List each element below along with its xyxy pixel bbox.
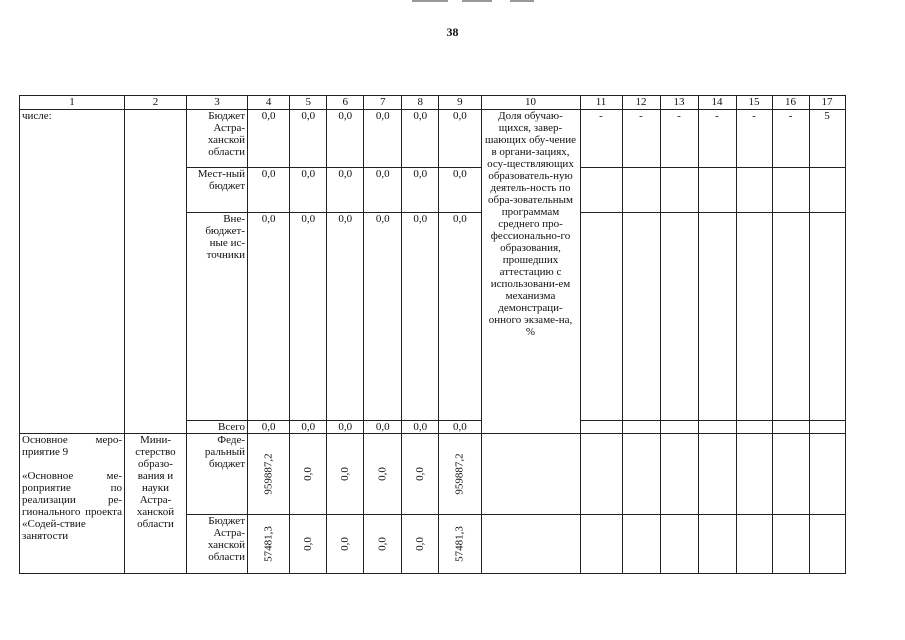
value-cell: 0,0 xyxy=(248,168,290,213)
value-cell xyxy=(327,515,364,574)
empty-cell xyxy=(660,168,698,213)
source-cell: Бюджет Астра-ханской области xyxy=(187,515,248,574)
value-cell xyxy=(402,515,439,574)
value-cell: 0,0 xyxy=(327,168,364,213)
value-text: 0,0 xyxy=(376,467,389,481)
value-cell: 0,0 xyxy=(364,421,402,434)
col-header: 7 xyxy=(364,96,402,110)
target-cell: - xyxy=(660,110,698,168)
measure-title: Основное меро-приятие 9 xyxy=(22,434,122,458)
value-cell: 0,0 xyxy=(327,421,364,434)
col-header: 2 xyxy=(125,96,187,110)
empty-cell xyxy=(698,434,736,515)
empty-cell xyxy=(736,421,772,434)
header-row xyxy=(20,96,846,110)
value-text: 0,0 xyxy=(376,537,389,551)
col-header: 6 xyxy=(327,96,364,110)
table-row xyxy=(20,434,846,515)
empty-cell xyxy=(809,168,845,213)
value-text: 0,0 xyxy=(302,467,315,481)
empty-cell xyxy=(736,213,772,421)
value-cell: 0,0 xyxy=(290,110,327,168)
empty-cell xyxy=(622,515,660,574)
value-cell xyxy=(364,434,402,515)
source-cell: Всего xyxy=(187,421,248,434)
measure-description: «Основное ме-роприятие по реализации ре-гионального проекта «Содей-ствие занятости xyxy=(22,470,122,542)
col-header: 8 xyxy=(402,96,439,110)
col-header: 17 xyxy=(809,96,845,110)
col-header: 1 xyxy=(20,96,125,110)
empty-cell xyxy=(660,515,698,574)
page-number: 38 xyxy=(446,25,459,39)
value-cell xyxy=(364,515,402,574)
empty-cell xyxy=(622,434,660,515)
empty-cell xyxy=(772,168,809,213)
value-text: 0,0 xyxy=(414,537,427,551)
value-cell: 0,0 xyxy=(290,213,327,421)
value-cell xyxy=(290,434,327,515)
target-cell: - xyxy=(622,110,660,168)
value-cell xyxy=(327,434,364,515)
value-cell: 0,0 xyxy=(402,421,439,434)
value-text: 57481,3 xyxy=(262,526,275,562)
value-cell: 0,0 xyxy=(290,421,327,434)
value-text: 959887,2 xyxy=(262,453,275,495)
scan-marks xyxy=(0,0,905,4)
col-header: 3 xyxy=(187,96,248,110)
empty-cell xyxy=(809,515,845,574)
executor-cell: Мини-стерство образо-вания и науки Астра-ханской области xyxy=(125,434,187,574)
col-header: 10 xyxy=(481,96,580,110)
empty-cell xyxy=(698,515,736,574)
source-cell: Мест-ный бюджет xyxy=(187,168,248,213)
empty-cell xyxy=(660,421,698,434)
empty-cell xyxy=(580,213,622,421)
measure-cell xyxy=(20,434,125,574)
col-header: 14 xyxy=(698,96,736,110)
empty-cell xyxy=(481,515,580,574)
col-header: 12 xyxy=(622,96,660,110)
empty-cell xyxy=(772,434,809,515)
value-cell: 0,0 xyxy=(290,168,327,213)
empty-cell xyxy=(772,515,809,574)
value-cell: 0,0 xyxy=(439,421,481,434)
value-cell: 0,0 xyxy=(439,213,481,421)
measure-cell: числе: xyxy=(20,110,125,434)
empty-cell xyxy=(736,515,772,574)
value-text: 0,0 xyxy=(302,537,315,551)
empty-cell xyxy=(580,434,622,515)
value-cell: 0,0 xyxy=(248,213,290,421)
empty-cell xyxy=(580,515,622,574)
value-cell xyxy=(402,434,439,515)
col-header: 13 xyxy=(660,96,698,110)
empty-cell xyxy=(698,168,736,213)
col-header: 4 xyxy=(248,96,290,110)
value-text: 0,0 xyxy=(414,467,427,481)
value-cell: 0,0 xyxy=(402,110,439,168)
target-cell: - xyxy=(698,110,736,168)
empty-cell xyxy=(622,421,660,434)
budget-table xyxy=(19,95,846,574)
table-row xyxy=(20,110,846,168)
target-cell: - xyxy=(580,110,622,168)
empty-cell xyxy=(580,168,622,213)
empty-cell xyxy=(772,213,809,421)
value-cell xyxy=(439,434,481,515)
value-cell: 0,0 xyxy=(439,110,481,168)
empty-cell xyxy=(481,434,580,515)
col-header: 5 xyxy=(290,96,327,110)
empty-cell xyxy=(736,168,772,213)
value-cell xyxy=(439,515,481,574)
value-text: 0,0 xyxy=(339,467,352,481)
empty-cell xyxy=(698,421,736,434)
value-cell: 0,0 xyxy=(364,168,402,213)
indicator-cell: Доля обучаю-щихся, завер-шающих обу-чение в органи-зациях, осу-ществляющих образователь-ную деятель-ность по обра-зовательным программам среднего про-фессионально-го образования, прошедших аттестацию с использовани-ем механизма демонстраци-онного экзаме-на, % xyxy=(481,110,580,434)
col-header: 9 xyxy=(439,96,481,110)
value-cell: 0,0 xyxy=(364,110,402,168)
empty-cell xyxy=(809,421,845,434)
value-cell xyxy=(248,515,290,574)
empty-cell xyxy=(622,213,660,421)
value-cell: 0,0 xyxy=(248,421,290,434)
value-text: 959887,2 xyxy=(453,453,466,495)
value-text: 57481,3 xyxy=(453,526,466,562)
value-cell: 0,0 xyxy=(248,110,290,168)
empty-cell xyxy=(660,434,698,515)
target-cell: - xyxy=(772,110,809,168)
value-cell: 0,0 xyxy=(402,168,439,213)
value-cell: 0,0 xyxy=(327,213,364,421)
source-cell: Бюджет Астра-ханской области xyxy=(187,110,248,168)
empty-cell xyxy=(698,213,736,421)
target-cell: 5 xyxy=(809,110,845,168)
empty-cell xyxy=(772,421,809,434)
target-cell: - xyxy=(736,110,772,168)
value-cell: 0,0 xyxy=(439,168,481,213)
value-cell: 0,0 xyxy=(364,213,402,421)
col-header: 16 xyxy=(772,96,809,110)
source-cell: Феде-ральный бюджет xyxy=(187,434,248,515)
value-cell xyxy=(248,434,290,515)
value-text: 0,0 xyxy=(339,537,352,551)
value-cell xyxy=(290,515,327,574)
empty-cell xyxy=(580,421,622,434)
executor-cell xyxy=(125,110,187,434)
value-cell: 0,0 xyxy=(327,110,364,168)
empty-cell xyxy=(736,434,772,515)
col-header: 15 xyxy=(736,96,772,110)
empty-cell xyxy=(809,213,845,421)
col-header: 11 xyxy=(580,96,622,110)
empty-cell xyxy=(622,168,660,213)
value-cell: 0,0 xyxy=(402,213,439,421)
empty-cell xyxy=(660,213,698,421)
empty-cell xyxy=(809,434,845,515)
source-cell: Вне-бюджет-ные ис-точники xyxy=(187,213,248,421)
